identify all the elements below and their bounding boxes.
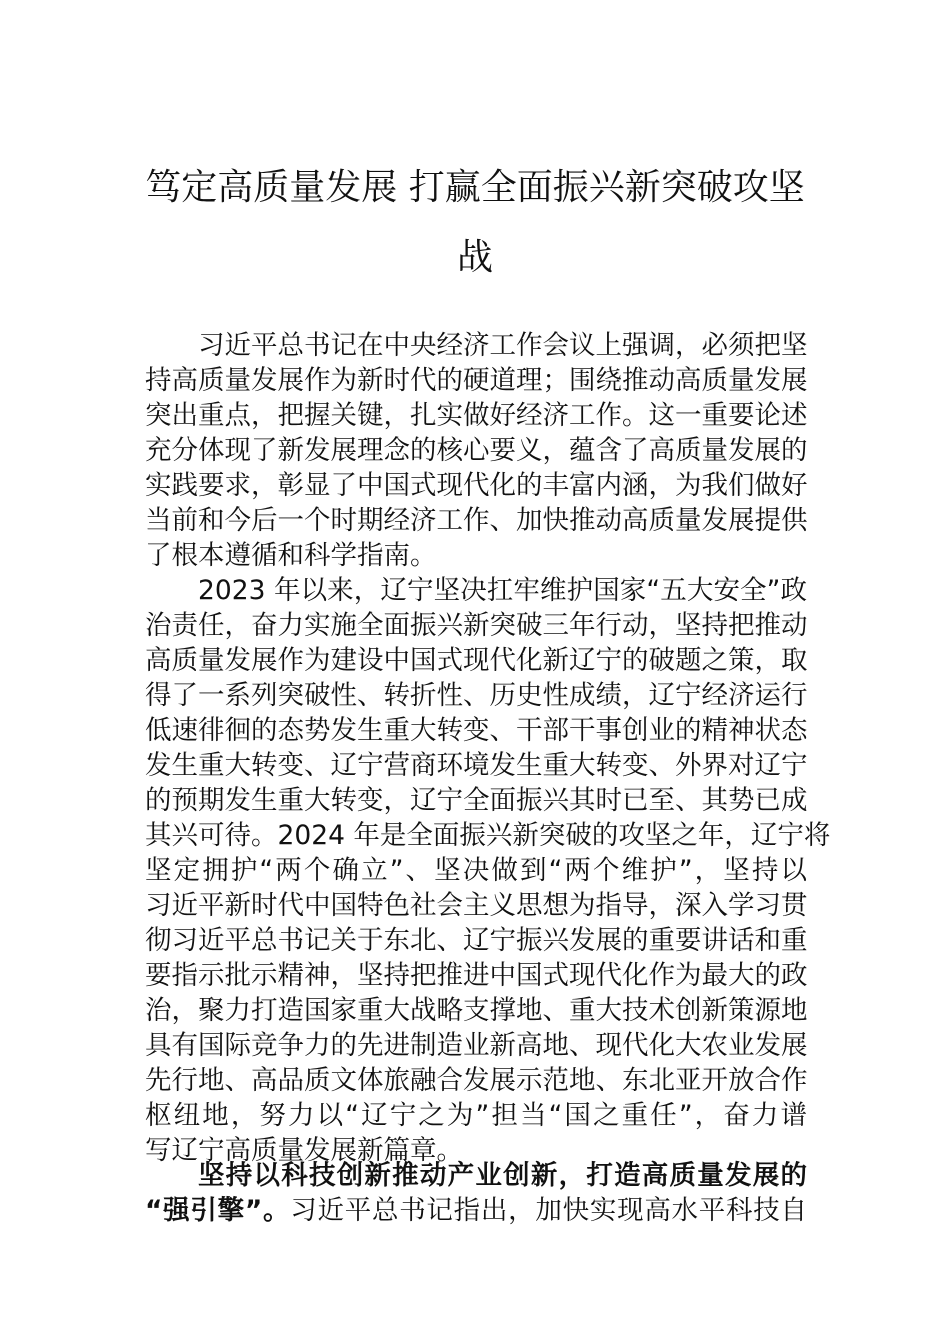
paragraph-1-line: 实践要求，彰显了中国式现代化的丰富内涵，为我们做好 — [145, 470, 808, 501]
paragraph-3-text: 习近平总书记指出，加快实现高水平科技自 — [290, 1195, 807, 1226]
paragraph-1-line: 当前和今后一个时期经济工作、加快推动高质量发展提供 — [145, 505, 808, 536]
paragraph-2-line: 治，聚力打造国家重大战略支撑地、重大技术创新策源地 — [145, 995, 808, 1026]
section-heading-bold-tail: “强引擎”。 — [145, 1195, 291, 1226]
paragraph-2-line: 枢纽地，努力以“辽宁之为”担当“国之重任”，奋力谱 — [145, 1100, 807, 1131]
paragraph-2-line: 低速徘徊的态势发生重大转变、干部干事创业的精神状态 — [145, 715, 808, 746]
paragraph-1-line: 了根本遵循和科学指南。 — [145, 540, 437, 571]
paragraph-2-line: 发生重大转变、辽宁营商环境发生重大转变、外界对辽宁 — [145, 750, 808, 781]
paragraph-2-line: 得了一系列突破性、转折性、历史性成绩，辽宁经济运行 — [145, 680, 808, 711]
paragraph-2-line: 的预期发生重大转变，辽宁全面振兴其时已至、其势已成 — [145, 785, 808, 816]
paragraph-2-line: 坚定拥护“两个确立”、坚决做到“两个维护”，坚持以 — [145, 855, 807, 886]
document-title-line-2: 战 — [456, 237, 493, 278]
paragraph-2-line: 其兴可待。2024 年是全面振兴新突破的攻坚之年，辽宁将 — [145, 820, 831, 851]
paragraph-2-line: 彻习近平总书记关于东北、辽宁振兴发展的重要讲话和重 — [145, 925, 808, 956]
section-heading-bold: 坚持以科技创新推动产业创新，打造高质量发展的 — [198, 1160, 807, 1191]
paragraph-1-line: 持高质量发展作为新时代的硬道理；围绕推动高质量发展 — [145, 365, 808, 396]
paragraph-3-line — [145, 1196, 807, 1226]
paragraph-2-line: 具有国际竞争力的先进制造业新高地、现代化大农业发展 — [145, 1030, 808, 1061]
paragraph-1-line: 突出重点，把握关键，扎实做好经济工作。这一重要论述 — [145, 400, 808, 431]
paragraph-2-line: 写辽宁高质量发展新篇章。 — [145, 1135, 463, 1166]
paragraph-1-line: 充分体现了新发展理念的核心要义，蕴含了高质量发展的 — [145, 435, 808, 466]
paragraph-2-line: 2023 年以来，辽宁坚决扛牢维护国家“五大安全”政 — [198, 575, 807, 606]
paragraph-2-line: 要指示批示精神，坚持把推进中国式现代化作为最大的政 — [145, 960, 808, 991]
paragraph-2-line: 习近平新时代中国特色社会主义思想为指导，深入学习贯 — [145, 890, 808, 921]
paragraph-2-line: 高质量发展作为建设中国式现代化新辽宁的破题之策，取 — [145, 645, 808, 676]
paragraph-1-line: 习近平总书记在中央经济工作会议上强调，必须把坚 — [198, 330, 808, 361]
document-title-line-1: 笃定高质量发展 打赢全面振兴新突破攻坚 — [145, 167, 805, 208]
paragraph-2-line: 先行地、高品质文体旅融合发展示范地、东北亚开放合作 — [145, 1065, 808, 1096]
paragraph-2-line: 治责任，奋力实施全面振兴新突破三年行动，坚持把推动 — [145, 610, 808, 641]
